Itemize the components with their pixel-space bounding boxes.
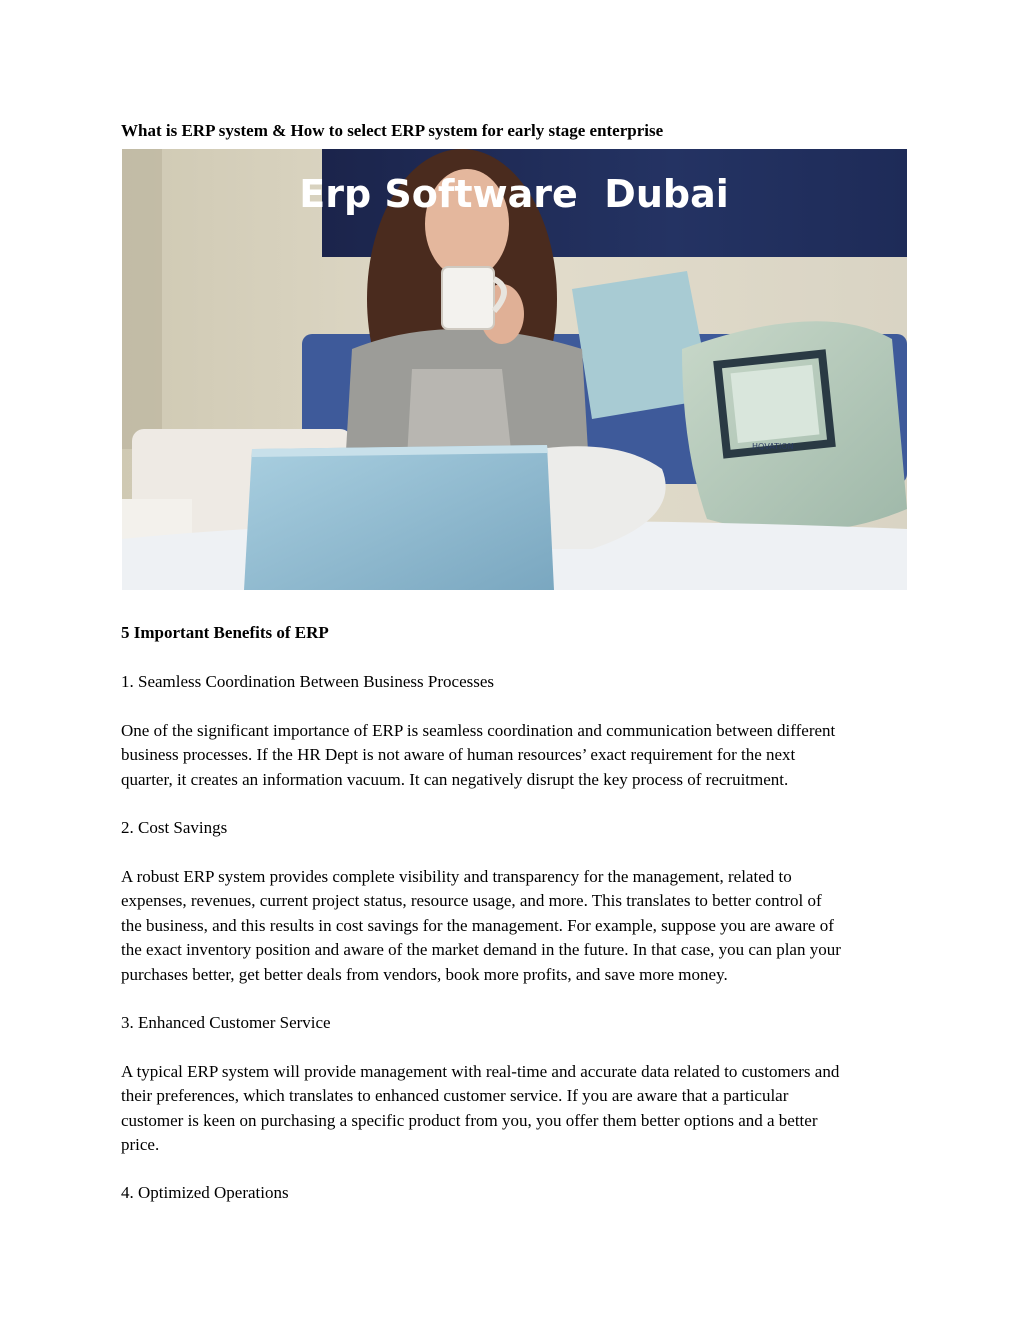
item-2-heading: 2. Cost Savings xyxy=(121,818,228,837)
item-1-body xyxy=(121,719,911,792)
text-line: the business, and this results in cost savings for the management. For example, suppose you are aware of xyxy=(121,915,834,935)
hero-overlay-title: Erp Software Dubai xyxy=(299,172,729,216)
text-line: the exact inventory position and aware of the market demand in the future. In that case, you can plan your xyxy=(121,940,841,960)
hero-image xyxy=(122,149,907,590)
text-line: customer is keen on purchasing a specific product from you, you offer them better options and a better xyxy=(121,1110,818,1130)
item-3-body xyxy=(121,1060,911,1158)
text-line: business processes. If the HR Dept is not aware of human resources’ exact requirement for the next xyxy=(121,745,796,765)
text-line: purchases better, get better deals from vendors, book more profits, and save more money. xyxy=(121,964,728,984)
pillow-logo: HQVATION xyxy=(752,442,794,451)
item-4-heading: 4. Optimized Operations xyxy=(121,1183,289,1202)
text-line: quarter, it creates an information vacuum. It can negatively disrupt the key process of recruitment. xyxy=(121,769,789,789)
item-1-heading: 1. Seamless Coordination Between Business Processes xyxy=(121,672,495,691)
item-3-heading: 3. Enhanced Customer Service xyxy=(121,1013,331,1032)
item-2-body xyxy=(121,865,911,987)
text-line: price. xyxy=(121,1135,160,1155)
text-line: their preferences, which translates to enhanced customer service. If you are aware that a particular xyxy=(121,1086,789,1106)
document-title: What is ERP system & How to select ERP system for early stage enterprise xyxy=(121,121,664,140)
text-line: expenses, revenues, current project status, resource usage, and more. This translates to better control of xyxy=(121,891,822,911)
text-line: A robust ERP system provides complete visibility and transparency for the management, related to xyxy=(121,867,792,886)
section-heading: 5 Important Benefits of ERP xyxy=(121,623,329,642)
text-line: A typical ERP system will provide management with real-time and accurate data related to customers and xyxy=(121,1062,840,1081)
text-line: One of the significant importance of ERP is seamless coordination and communication between different xyxy=(121,721,836,740)
